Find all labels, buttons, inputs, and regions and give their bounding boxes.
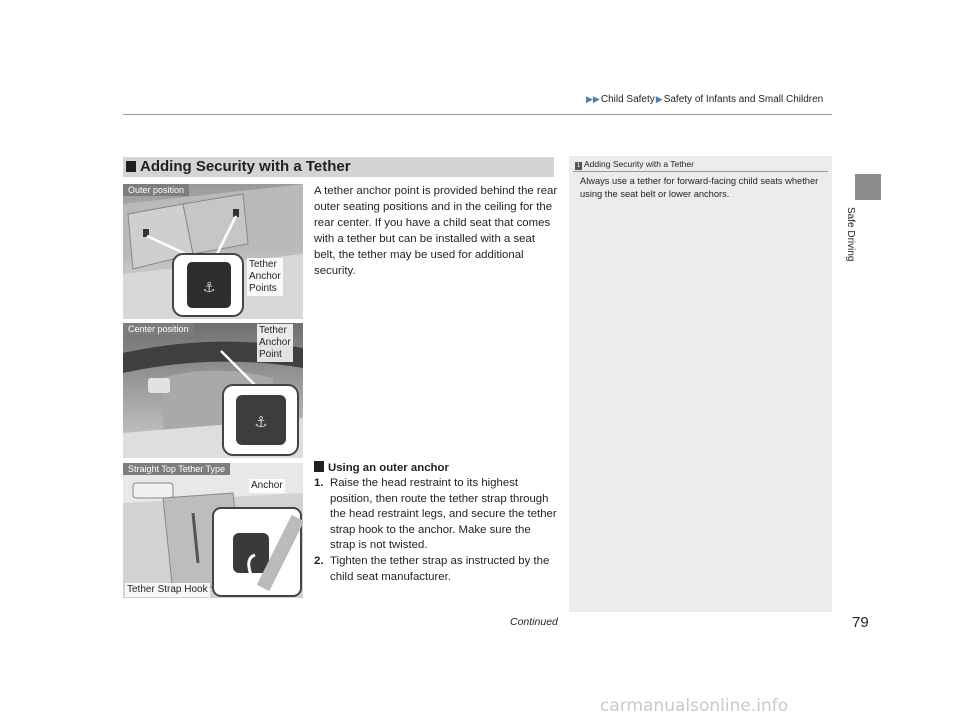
breadcrumb-arrow-icon: ▶ xyxy=(655,94,663,104)
step-1-line1: Raise the head restraint to its highest xyxy=(330,477,519,489)
svg-text:⚓: ⚓ xyxy=(202,280,216,296)
callout-tether-anchor-point: Tether Anchor Point xyxy=(259,325,291,360)
step-2-text: child seat manufacturer. xyxy=(330,570,451,583)
callout-anchor: Anchor xyxy=(251,480,283,491)
breadcrumb xyxy=(585,94,823,105)
outer-seat-illustration xyxy=(123,184,303,319)
figure-tag-outer: Outer position xyxy=(123,184,189,196)
breadcrumb-infants[interactable]: Safety of Infants and Small Children xyxy=(663,94,824,105)
svg-text:⚓: ⚓ xyxy=(254,413,268,431)
note-text: Always use a tether for forward-facing child seats whether using the seat belt or lower anchors. xyxy=(580,176,819,199)
chapter-tab-label: Safe Driving xyxy=(845,207,856,262)
intro-paragraph: A tether anchor point is provided behind the rear outer seating positions and in the ceiling for the rear center. If you have a child seat that comes with a tether but can be installed with a seat belt, the tether may be used for additional security. xyxy=(314,185,558,277)
step-2 xyxy=(314,554,559,585)
callout-tether-anchor-points: Tether Anchor Points xyxy=(249,259,281,294)
subheading-bullet-icon xyxy=(314,461,324,472)
step-1-text: position, then route the tether strap through the head restraint legs, and secure the tether strap hook to the anchor. Make sure the strap is not twisted. xyxy=(330,492,557,551)
watermark: carmanualsonline.info xyxy=(600,696,789,716)
note-marker-icon: 1 xyxy=(576,163,581,169)
step-2-line1: Tighten the tether strap as instructed by the xyxy=(330,555,550,567)
breadcrumb-arrow-icon: ▶▶ xyxy=(586,94,600,104)
chapter-tab[interactable] xyxy=(855,174,881,200)
figure-straight-top-tether xyxy=(123,463,303,598)
note-heading: 1 Adding Security with a Tether xyxy=(576,159,694,169)
figure-tag-center: Center position xyxy=(123,323,194,335)
figure-tag-straight: Straight Top Tether Type xyxy=(123,463,230,475)
step-1 xyxy=(314,476,559,554)
header-rule xyxy=(123,114,832,115)
subheading-outer-anchor: Using an outer anchor xyxy=(314,461,449,474)
step-2-number: 2. xyxy=(314,555,324,567)
page-number: 79 xyxy=(852,614,869,631)
continued-label: Continued xyxy=(510,616,558,628)
step-1-number: 1. xyxy=(314,477,324,489)
figure-center-position xyxy=(123,323,303,458)
figure-outer-position xyxy=(123,184,303,319)
breadcrumb-child-safety[interactable]: Child Safety xyxy=(600,94,655,105)
section-bullet-icon xyxy=(126,161,136,172)
note-panel xyxy=(569,156,832,612)
section-title: Adding Security with a Tether xyxy=(126,158,351,175)
note-rule xyxy=(573,171,828,172)
callout-tether-strap-hook: Tether Strap Hook xyxy=(127,584,208,595)
